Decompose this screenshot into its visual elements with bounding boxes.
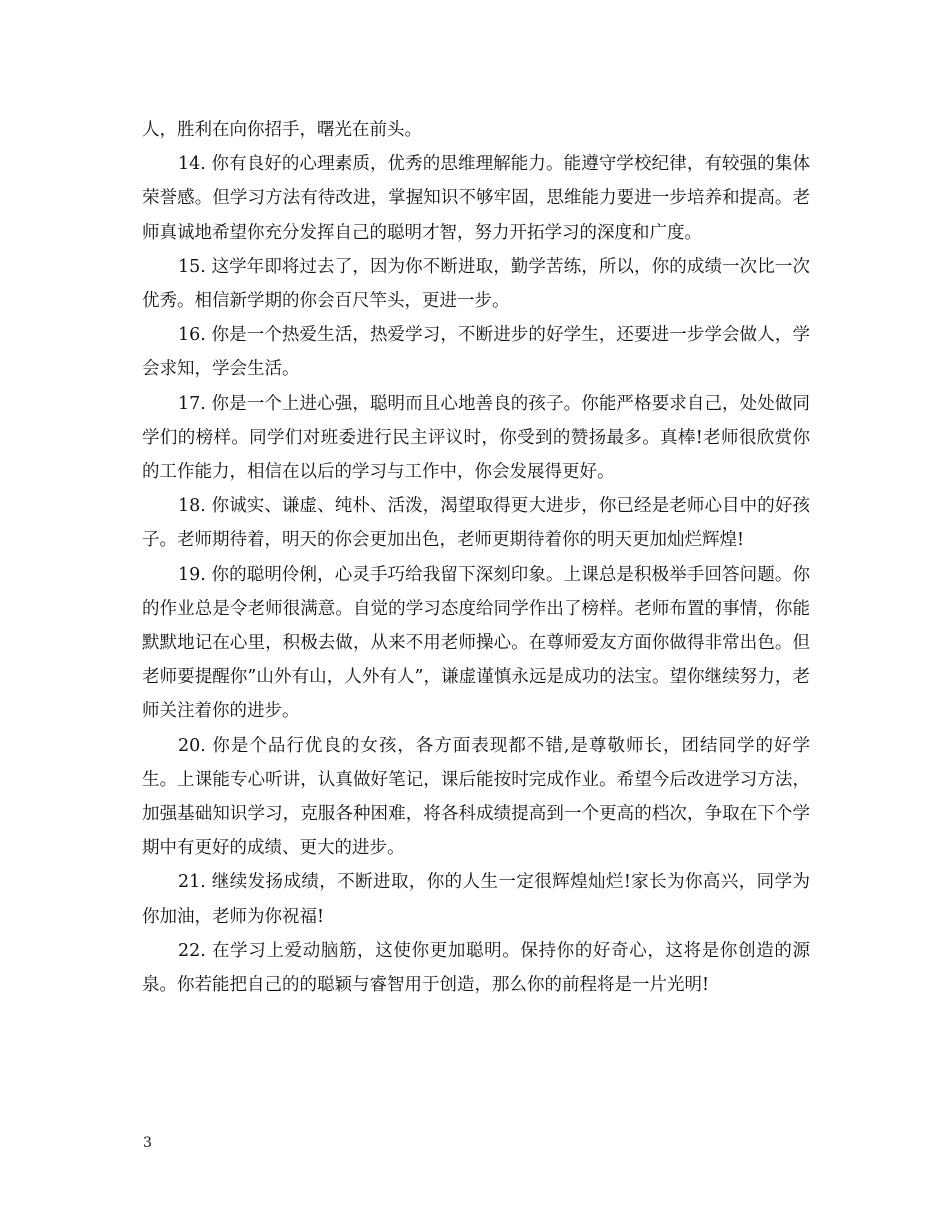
document-body [142,113,810,1002]
paragraph-item-21: 21. 继续发扬成绩，不断进取，你的人生一定很辉煌灿烂!家长为你高兴，同学为你加油，老师为你祝福! [142,872,810,927]
paragraph-item-19: 19. 你的聪明伶俐，心灵手巧给我留下深刻印象。上课总是积极举手回答问题。你的作业总是令老师很满意。自觉的学习态度给同学作出了榜样。老师布置的事情，你能默默地记在心里，积极去做，从来不用老师操心。在尊师爱友方面你做得非常出色。但老师要提醒你”山外有山，人外有人”，谦虚谨慎永远是成功的法宝。望你继续努力，老师关注着你的进步。 [142,564,810,722]
paragraph-continuation: 人，胜利在向你招手，曙光在前头。 [142,120,422,140]
paragraph-item-18: 18. 你诚实、谦虚、纯朴、活泼，渴望取得更大进步，你已经是老师心目中的好孩子。老师期待着，明天的你会更加出色，老师更期待着你的明天更加灿烂辉煌! [142,496,810,551]
paragraph-item-20: 20. 你是个品行优良的女孩，各方面表现都不错,是尊敬师长，团结同学的好学生。上课能专心听讲，认真做好笔记，课后能按时完成作业。希望今后改进学习方法，加强基础知识学习，克服各种困难，将各科成绩提高到一个更高的档次，争取在下个学期中有更好的成绩、更大的进步。 [142,735,810,859]
paragraph-item-16: 16. 你是一个热爱生活，热爱学习，不断进步的好学生，还要进一步学会做人，学会求知，学会生活。 [142,325,810,380]
paragraph-item-14: 14. 你有良好的心理素质，优秀的思维理解能力。能遵守学校纪律，有较强的集体荣誉感。但学习方法有待改进，掌握知识不够牢固，思维能力要进一步培养和提高。老师真诚地希望你充分发挥自己的聪明才智，努力开拓学习的深度和广度。 [142,154,810,243]
paragraph-item-22: 22. 在学习上爱动脑筋，这使你更加聪明。保持你的好奇心，这将是你创造的源泉。你若能把自己的的聪颖与睿智用于创造，那么你的前程将是一片光明! [142,940,810,996]
paragraph-item-17: 17. 你是一个上进心强，聪明而且心地善良的孩子。你能严格要求自己，处处做同学们的榜样。同学们对班委进行民主评议时，你受到的赞扬最多。真棒!老师很欣赏你的工作能力，相信在以后的学习与工作中，你会发展得更好。 [142,393,810,483]
paragraph-item-15: 15. 这学年即将过去了，因为你不断进取，勤学苦练，所以，你的成绩一次比一次优秀。相信新学期的你会百尺竿头，更进一步。 [142,256,810,312]
page-number: 3 [143,1135,152,1151]
